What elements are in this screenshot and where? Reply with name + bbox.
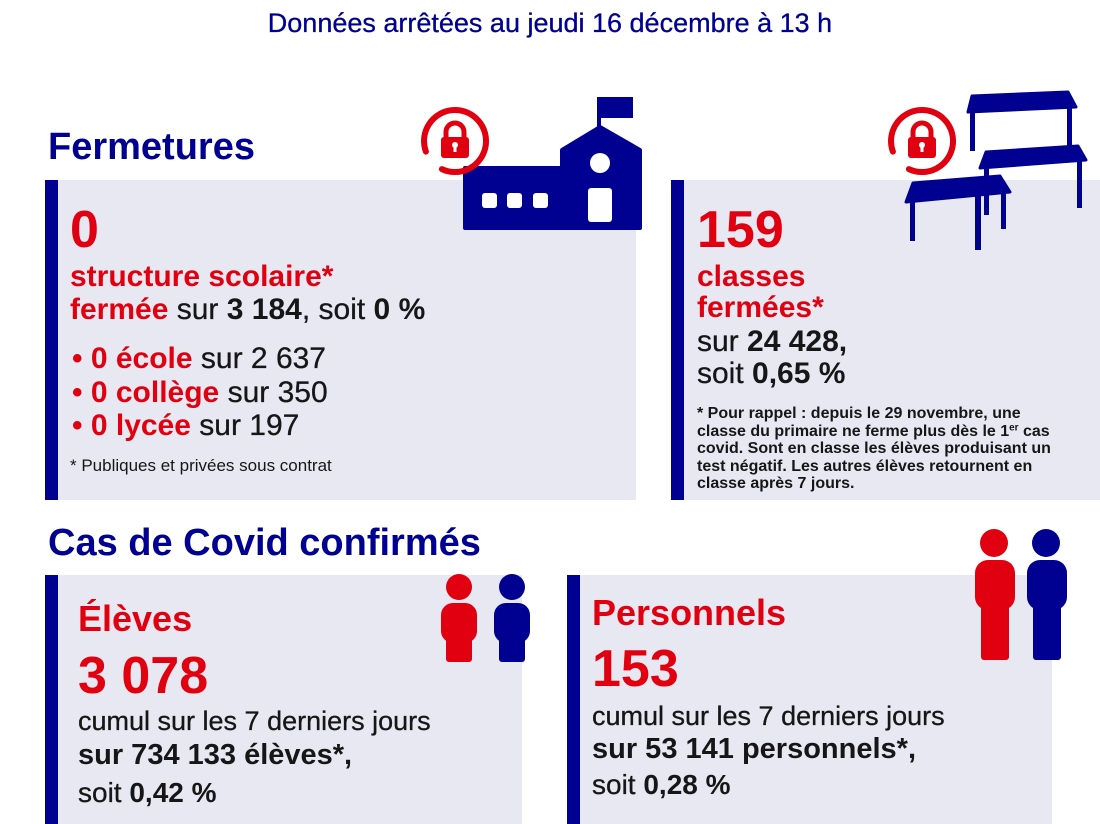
padlock-icon (885, 104, 959, 178)
personnels-case-count: 153 (592, 640, 679, 698)
breakdown-label: • 0 collège (72, 376, 220, 409)
classes-label: classes (697, 260, 806, 293)
personnels-population: sur 53 141 personnels*, (592, 733, 916, 765)
breakdown-total: sur 197 (190, 409, 300, 442)
personnels-percent-line (592, 771, 731, 799)
note-text: cas (1018, 423, 1050, 440)
eleves-population: sur 734 133 élèves*, (78, 739, 353, 771)
structures-label: structure scolaire* (70, 260, 334, 293)
people-icon (435, 568, 535, 668)
section-title-fermetures: Fermetures (48, 126, 255, 168)
breakdown-total: sur 350 (219, 376, 328, 409)
section-title-covid: Cas de Covid confirmés (48, 522, 481, 564)
soit-word: soit (592, 769, 644, 800)
classes-note-line2 (697, 424, 1050, 440)
classes-note-line3: covid. Sont en classe les élèves produisant un (697, 440, 1051, 457)
eleves-period: cumul sur les 7 derniers jours (78, 706, 431, 736)
personnels-card-accent (567, 575, 580, 824)
note-superscript: er (1009, 422, 1019, 434)
date-subtitle: Données arrêtées au jeudi 16 décembre à 13 h (267, 8, 833, 38)
breakdown-item-ecole (72, 344, 326, 374)
note-text: classe du primaire ne ferme plus dès le 1 (697, 423, 1010, 440)
classes-note-line5: classe après 7 jours. (697, 475, 855, 492)
breakdown-label: • 0 école (72, 342, 193, 375)
soit-word: soit (78, 777, 130, 808)
structures-card-accent (45, 180, 58, 500)
classes-closed-count: 159 (697, 201, 784, 259)
breakdown-total: sur 2 637 (192, 342, 326, 375)
classes-total-line (697, 327, 847, 357)
structures-footnote: * Publiques et privées sous contrat (70, 456, 332, 475)
eleves-label: Élèves (78, 598, 193, 639)
classes-percent-line (697, 359, 845, 389)
sur-word: sur (697, 325, 748, 358)
people-icon (970, 525, 1070, 665)
personnels-period: cumul sur les 7 derniers jours (592, 701, 945, 731)
eleves-percent-line (78, 779, 217, 807)
soit-word: soit (697, 357, 753, 390)
eleves-case-count: 3 078 (78, 647, 209, 705)
soit-word: , soit (301, 293, 374, 326)
eleves-card-accent (45, 575, 58, 824)
structures-percent: 0 % (373, 293, 426, 326)
breakdown-label: • 0 lycée (72, 409, 191, 442)
classes-card-accent (671, 180, 684, 500)
padlock-icon (418, 104, 492, 178)
sur-word: sur (168, 293, 227, 326)
classes-percent: 0,65 % (752, 357, 846, 390)
structures-closed-count: 0 (70, 201, 99, 259)
closed-word: fermée (70, 293, 169, 326)
personnels-percent: 0,28 % (643, 769, 731, 800)
structures-ratio-line (70, 295, 425, 325)
personnels-label: Personnels (592, 592, 787, 633)
classes-note-line4: test négatif. Les autres élèves retournent en (697, 458, 1033, 475)
classes-closed-label: fermées* (697, 291, 824, 324)
breakdown-item-college (72, 378, 328, 408)
eleves-percent: 0,42 % (129, 777, 217, 808)
structures-total: 3 184 (226, 293, 302, 326)
classes-note-line1: * Pour rappel : depuis le 29 novembre, une (697, 405, 1021, 422)
classes-total: 24 428, (747, 325, 848, 358)
breakdown-item-lycee (72, 411, 299, 441)
